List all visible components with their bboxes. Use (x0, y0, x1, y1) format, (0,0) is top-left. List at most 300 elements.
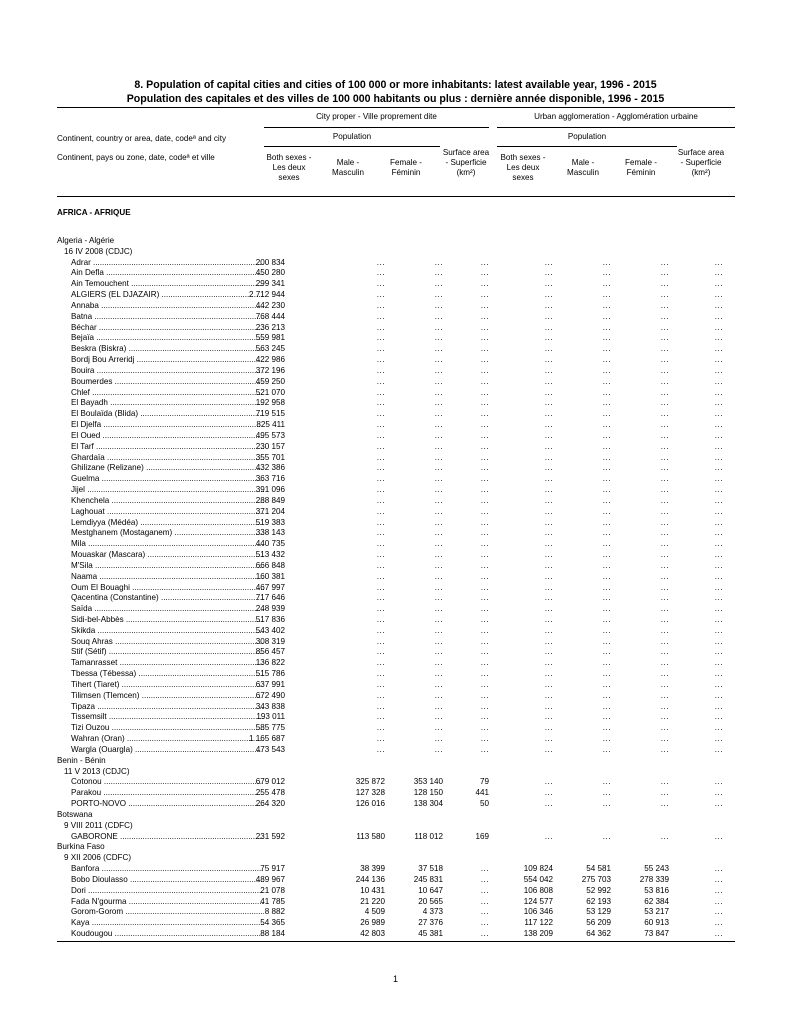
urban-male-cell: ... (602, 799, 611, 809)
urban-female-cell: ... (660, 614, 669, 624)
city-both-sexes-cell: 517 836 (255, 614, 285, 624)
city-female-cell: ... (434, 571, 443, 581)
urban-male-cell: ... (602, 300, 611, 310)
city-name: Wargla (Ouargla) ..... (71, 745, 264, 756)
urban-both-sexes-cell: ... (544, 517, 553, 527)
header-urban-agglomeration: Urban agglomeration - Agglomération urbaine (534, 112, 698, 121)
city-male-cell: 113 580 (356, 831, 385, 841)
table-row (0, 886, 791, 897)
table-row (0, 301, 791, 312)
table-row (0, 485, 791, 496)
country-row (0, 810, 791, 821)
city-male-cell: ... (376, 582, 385, 592)
city-both-sexes-cell: 459 250 (255, 376, 285, 386)
urban-male-cell: ... (602, 701, 611, 711)
urban-surface-cell: ... (714, 560, 723, 570)
table-row (0, 702, 791, 713)
urban-both-sexes-cell: ... (544, 625, 553, 635)
urban-both-sexes-cell: ... (544, 571, 553, 581)
urban-both-sexes-cell: ... (544, 279, 553, 289)
city-both-sexes-cell: 559 981 (255, 333, 285, 343)
urban-female-cell: ... (660, 701, 669, 711)
city-surface-cell: ... (480, 734, 489, 744)
table-row (0, 777, 791, 788)
city-male-cell: ... (376, 268, 385, 278)
urban-male-cell: ... (602, 268, 611, 278)
urban-male-cell: ... (602, 550, 611, 560)
urban-surface-cell: ... (714, 550, 723, 560)
city-both-sexes-cell: 299 341 (255, 279, 285, 289)
urban-female-cell: ... (660, 268, 669, 278)
urban-male-cell: 54 581 (586, 864, 611, 874)
header-urban-population: Population (567, 132, 607, 141)
city-surface-cell: ... (480, 452, 489, 462)
urban-both-sexes-cell: ... (544, 788, 553, 798)
urban-surface-cell: ... (714, 409, 723, 419)
urban-female-cell: ... (660, 636, 669, 646)
city-male-cell: ... (376, 539, 385, 549)
urban-surface-cell: ... (714, 322, 723, 332)
urban-male-cell: ... (602, 582, 611, 592)
header-left-en: Continent, country or area, date, codeª and city (57, 134, 227, 143)
urban-surface-cell: ... (714, 279, 723, 289)
city-name: El Bayadh ..... (71, 398, 264, 409)
urban-both-sexes-cell: ... (544, 744, 553, 754)
urban-both-sexes-cell: ... (544, 831, 553, 841)
urban-surface-cell: ... (714, 485, 723, 495)
city-name: Chlef ..... (71, 388, 264, 399)
city-surface-cell: ... (480, 355, 489, 365)
table-row (0, 323, 791, 334)
city-surface-cell: ... (480, 614, 489, 624)
city-female-cell: ... (434, 528, 443, 538)
urban-surface-cell: ... (714, 463, 723, 473)
urban-both-sexes-cell: 138 209 (523, 929, 553, 938)
city-name: Ain Defla ..... (71, 268, 264, 279)
city-male-cell: ... (376, 300, 385, 310)
city-female-cell: ... (434, 268, 443, 278)
table-row (0, 864, 791, 875)
urban-surface-cell: ... (714, 398, 723, 408)
city-male-cell: ... (376, 744, 385, 754)
city-surface-cell: ... (480, 257, 489, 267)
header-urban-male: Male - Masculin (567, 158, 599, 177)
city-surface-cell: ... (480, 463, 489, 473)
urban-female-cell: ... (660, 788, 669, 798)
city-surface-cell: ... (480, 300, 489, 310)
urban-female-cell: ... (660, 647, 669, 657)
urban-male-cell: ... (602, 604, 611, 614)
city-name: Tissemsilt ..... (71, 712, 264, 723)
city-female-cell: ... (434, 582, 443, 592)
urban-female-cell: 55 243 (644, 864, 669, 874)
city-name: Qacentina (Constantine) ..... (71, 593, 264, 604)
urban-both-sexes-cell: ... (544, 420, 553, 430)
table-row (0, 431, 791, 442)
urban-surface-cell: ... (714, 723, 723, 733)
city-surface-cell: ... (480, 929, 489, 938)
table-row (0, 593, 791, 604)
urban-male-cell: ... (602, 290, 611, 300)
city-female-cell: ... (434, 441, 443, 451)
urban-male-cell: ... (602, 376, 611, 386)
city-surface-cell: ... (480, 430, 489, 440)
city-female-cell: ... (434, 604, 443, 614)
city-name: Saïda ..... (71, 604, 264, 615)
urban-surface-cell: ... (714, 420, 723, 430)
table-row (0, 691, 791, 702)
city-both-sexes-cell: 248 939 (255, 604, 285, 614)
urban-surface-cell: ... (714, 669, 723, 679)
city-female-cell: ... (434, 387, 443, 397)
city-name: Mouaskar (Mascara) ..... (71, 550, 264, 561)
city-female-cell: 10 647 (418, 885, 443, 895)
city-name: Bouira ..... (71, 366, 264, 377)
urban-male-cell: ... (602, 777, 611, 787)
city-surface-cell: ... (480, 604, 489, 614)
city-name: Ain Temouchent ..... (71, 279, 264, 290)
urban-both-sexes-cell: 124 577 (523, 896, 553, 906)
urban-both-sexes-cell: ... (544, 690, 553, 700)
urban-surface-cell: ... (714, 712, 723, 722)
table-row (0, 626, 791, 637)
city-name: Parakou ..... (71, 788, 264, 799)
city-female-cell: ... (434, 669, 443, 679)
urban-female-cell: ... (660, 376, 669, 386)
city-female-cell: ... (434, 430, 443, 440)
urban-surface-cell: ... (714, 614, 723, 624)
city-surface-cell: ... (480, 441, 489, 451)
urban-female-cell: ... (660, 669, 669, 679)
table-body (0, 236, 791, 940)
urban-surface-cell: ... (714, 582, 723, 592)
urban-male-cell: ... (602, 636, 611, 646)
city-surface-cell: 50 (479, 799, 489, 809)
city-male-cell: ... (376, 279, 385, 289)
urban-female-cell: ... (660, 279, 669, 289)
city-both-sexes-cell: 136 822 (255, 658, 285, 668)
city-male-cell: ... (376, 506, 385, 516)
city-name: El Oued ..... (71, 431, 264, 442)
city-surface-cell: ... (480, 864, 489, 874)
urban-both-sexes-cell: ... (544, 658, 553, 668)
urban-female-cell: 60 913 (644, 918, 669, 928)
urban-surface-cell: ... (714, 604, 723, 614)
urban-female-cell: ... (660, 550, 669, 560)
urban-female-cell: ... (660, 723, 669, 733)
urban-male-cell: ... (602, 517, 611, 527)
urban-both-sexes-cell: ... (544, 647, 553, 657)
city-name: Mila ..... (71, 539, 264, 550)
city-name: Boumerdes ..... (71, 377, 264, 388)
city-both-sexes-cell: 200 834 (255, 257, 285, 267)
city-male-cell: ... (376, 474, 385, 484)
city-surface-cell: ... (480, 582, 489, 592)
table-row (0, 344, 791, 355)
urban-male-cell: ... (602, 744, 611, 754)
urban-male-cell: ... (602, 355, 611, 365)
urban-female-cell: ... (660, 333, 669, 343)
city-male-cell: ... (376, 571, 385, 581)
urban-agglomeration-rule (497, 127, 735, 128)
urban-surface-cell: ... (714, 874, 723, 884)
city-both-sexes-cell: 432 386 (255, 463, 285, 473)
urban-female-cell: ... (660, 387, 669, 397)
city-name: Mestghanem (Mostaganem) ..... (71, 528, 264, 539)
city-male-cell: ... (376, 528, 385, 538)
city-both-sexes-cell: 768 444 (255, 311, 285, 321)
city-male-cell: ... (376, 452, 385, 462)
city-name: Jijel ..... (71, 485, 264, 496)
urban-both-sexes-cell: ... (544, 669, 553, 679)
urban-both-sexes-cell: ... (544, 604, 553, 614)
city-surface-cell: ... (480, 636, 489, 646)
city-female-cell: ... (434, 463, 443, 473)
table-row (0, 279, 791, 290)
city-both-sexes-cell: 563 245 (255, 344, 285, 354)
city-surface-cell: ... (480, 311, 489, 321)
city-population-rule (264, 146, 440, 147)
city-female-cell: ... (434, 322, 443, 332)
city-surface-cell: ... (480, 495, 489, 505)
urban-both-sexes-cell: ... (544, 257, 553, 267)
table-row (0, 333, 791, 344)
city-surface-cell: ... (480, 669, 489, 679)
urban-surface-cell: ... (714, 831, 723, 841)
urban-surface-cell: ... (714, 799, 723, 809)
city-male-cell: ... (376, 441, 385, 451)
city-both-sexes-cell: 856 457 (255, 647, 285, 657)
urban-both-sexes-cell: ... (544, 268, 553, 278)
urban-male-cell: ... (602, 322, 611, 332)
city-surface-cell: 441 (475, 788, 489, 798)
city-both-sexes-cell: 442 230 (255, 300, 285, 310)
city-female-cell: ... (434, 409, 443, 419)
urban-surface-cell: ... (714, 658, 723, 668)
table-title-fr: Population des capitales et des villes de 100 000 habitants ou plus : dernière année disponible, 1996 - 2015 (126, 93, 665, 105)
urban-surface-cell: ... (714, 690, 723, 700)
city-male-cell: ... (376, 398, 385, 408)
city-surface-cell: ... (480, 409, 489, 419)
city-both-sexes-cell: 75 917 (260, 864, 285, 874)
table-row (0, 528, 791, 539)
city-female-cell: ... (434, 365, 443, 375)
urban-male-cell: ... (602, 723, 611, 733)
urban-surface-cell: ... (714, 636, 723, 646)
city-name: Ghilizane (Relizane) ..... (71, 463, 264, 474)
urban-male-cell: ... (602, 539, 611, 549)
city-male-cell: ... (376, 355, 385, 365)
header-urban-both-sexes: Both sexes - Les deux sexes (500, 153, 546, 182)
city-name: M'Sila ..... (71, 561, 264, 572)
urban-both-sexes-cell: ... (544, 441, 553, 451)
city-both-sexes-cell: 440 735 (255, 539, 285, 549)
city-male-cell: ... (376, 604, 385, 614)
urban-female-cell: ... (660, 485, 669, 495)
urban-surface-cell: ... (714, 474, 723, 484)
city-male-cell: ... (376, 658, 385, 668)
section-heading: AFRICA - AFRIQUE (57, 208, 131, 217)
city-surface-cell: ... (480, 744, 489, 754)
city-both-sexes-cell: 422 986 (255, 355, 285, 365)
urban-female-cell: ... (660, 517, 669, 527)
city-surface-cell: 79 (479, 777, 489, 787)
city-name: PORTO-NOVO ..... (71, 799, 264, 810)
city-both-sexes-cell: 513 432 (255, 550, 285, 560)
urban-male-cell: ... (602, 560, 611, 570)
urban-female-cell: ... (660, 257, 669, 267)
country-row (0, 842, 791, 853)
urban-both-sexes-cell: ... (544, 550, 553, 560)
city-female-cell: ... (434, 474, 443, 484)
urban-both-sexes-cell: ... (544, 528, 553, 538)
city-male-cell: ... (376, 344, 385, 354)
city-male-cell: ... (376, 376, 385, 386)
city-female-cell: ... (434, 452, 443, 462)
urban-both-sexes-cell: ... (544, 344, 553, 354)
table-row (0, 918, 791, 929)
city-both-sexes-cell: 192 958 (255, 398, 285, 408)
urban-both-sexes-cell: ... (544, 409, 553, 419)
urban-both-sexes-cell: ... (544, 712, 553, 722)
urban-surface-cell: ... (714, 387, 723, 397)
city-surface-cell: ... (480, 550, 489, 560)
city-name: Laghouat ..... (71, 507, 264, 518)
city-both-sexes-cell: 371 204 (255, 506, 285, 516)
city-female-cell: 128 150 (413, 788, 443, 798)
page-number: 1 (392, 974, 398, 984)
urban-both-sexes-cell: ... (544, 539, 553, 549)
city-male-cell: ... (376, 485, 385, 495)
urban-female-cell: ... (660, 582, 669, 592)
city-female-cell: 20 565 (418, 896, 443, 906)
city-both-sexes-cell: 193 011 (256, 712, 285, 722)
table-row (0, 312, 791, 323)
urban-male-cell: ... (602, 398, 611, 408)
city-both-sexes-cell: 585 775 (255, 723, 285, 733)
city-male-cell: 42 803 (360, 929, 385, 938)
city-both-sexes-cell: 717 646 (255, 593, 285, 603)
urban-both-sexes-cell: ... (544, 723, 553, 733)
urban-female-cell: 53 217 (644, 907, 669, 917)
city-both-sexes-cell: 2 712 944 (248, 290, 285, 300)
urban-both-sexes-cell: ... (544, 593, 553, 603)
city-surface-cell: ... (480, 658, 489, 668)
urban-surface-cell: ... (714, 777, 723, 787)
city-both-sexes-cell: 672 490 (255, 690, 285, 700)
city-name: Oum El Bouaghi ..... (71, 583, 264, 594)
city-both-sexes-cell: 8 882 (264, 907, 285, 917)
table-row (0, 442, 791, 453)
urban-male-cell: ... (602, 788, 611, 798)
city-surface-cell: ... (480, 322, 489, 332)
city-female-cell: 353 140 (413, 777, 443, 787)
city-both-sexes-cell: 515 786 (255, 669, 285, 679)
table-row (0, 897, 791, 908)
table-row (0, 539, 791, 550)
urban-male-cell: ... (602, 495, 611, 505)
table-row (0, 496, 791, 507)
table-row (0, 723, 791, 734)
city-male-cell: ... (376, 311, 385, 321)
urban-surface-cell: ... (714, 257, 723, 267)
table-row (0, 788, 791, 799)
city-name: Guelma ..... (71, 474, 264, 485)
city-male-cell: ... (376, 701, 385, 711)
city-male-cell: ... (376, 409, 385, 419)
urban-both-sexes-cell: ... (544, 333, 553, 343)
city-both-sexes-cell: 1 165 687 (248, 734, 285, 744)
urban-female-cell: ... (660, 441, 669, 451)
city-surface-cell: ... (480, 593, 489, 603)
urban-both-sexes-cell: 106 346 (523, 907, 553, 917)
city-both-sexes-cell: 719 515 (255, 409, 285, 419)
city-both-sexes-cell: 264 320 (255, 799, 285, 809)
city-surface-cell: ... (480, 398, 489, 408)
urban-male-cell: ... (602, 344, 611, 354)
city-both-sexes-cell: 230 157 (255, 441, 285, 451)
urban-male-cell: ... (602, 625, 611, 635)
urban-male-cell: ... (602, 463, 611, 473)
city-male-cell: 244 136 (355, 874, 385, 884)
city-male-cell: 10 431 (360, 885, 385, 895)
urban-female-cell: ... (660, 528, 669, 538)
city-female-cell: 45 381 (418, 929, 443, 938)
city-female-cell: ... (434, 311, 443, 321)
city-surface-cell: ... (480, 690, 489, 700)
urban-female-cell: ... (660, 344, 669, 354)
urban-male-cell: ... (602, 506, 611, 516)
city-name: Fada N'gourma ..... (71, 897, 264, 908)
city-female-cell: 4 373 (422, 907, 443, 917)
table-row (0, 377, 791, 388)
urban-female-cell: ... (660, 712, 669, 722)
table-row (0, 734, 791, 745)
urban-surface-cell: ... (714, 495, 723, 505)
urban-surface-cell: ... (714, 355, 723, 365)
urban-female-cell: 278 339 (639, 874, 669, 884)
table-row (0, 680, 791, 691)
urban-surface-cell: ... (714, 452, 723, 462)
date-code-row (0, 821, 791, 832)
city-name: Adrar ..... (71, 258, 264, 269)
city-name: Dori ..... (71, 886, 264, 897)
urban-both-sexes-cell: ... (544, 679, 553, 689)
urban-surface-cell: ... (714, 539, 723, 549)
table-row (0, 463, 791, 474)
urban-both-sexes-cell: 109 824 (523, 864, 553, 874)
urban-both-sexes-cell: ... (544, 701, 553, 711)
city-surface-cell: ... (480, 376, 489, 386)
table-row (0, 388, 791, 399)
urban-female-cell: ... (660, 430, 669, 440)
city-both-sexes-cell: 54 365 (260, 918, 285, 928)
urban-male-cell: ... (602, 474, 611, 484)
table-row (0, 355, 791, 366)
urban-both-sexes-cell: ... (544, 365, 553, 375)
urban-male-cell: ... (602, 614, 611, 624)
urban-surface-cell: ... (714, 864, 723, 874)
urban-female-cell: ... (660, 420, 669, 430)
urban-female-cell: ... (660, 571, 669, 581)
urban-surface-cell: ... (714, 506, 723, 516)
city-both-sexes-cell: 825 411 (256, 420, 285, 430)
urban-male-cell: ... (602, 669, 611, 679)
urban-surface-cell: ... (714, 365, 723, 375)
city-male-cell: 26 989 (360, 918, 385, 928)
city-name: Bejaïa ..... (71, 333, 264, 344)
table-row (0, 550, 791, 561)
